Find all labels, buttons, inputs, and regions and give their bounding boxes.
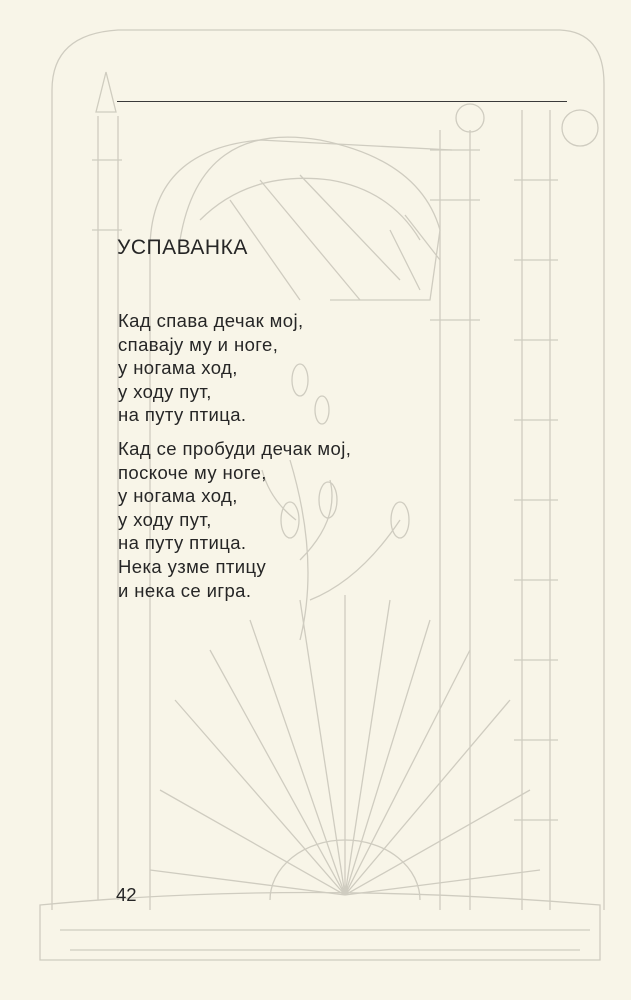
poem-line: поскоче му ноге,: [118, 461, 267, 483]
poem-line: спавају му и ноге,: [118, 333, 279, 355]
stanza-2: [118, 437, 351, 602]
poem-line: на путу птица.: [118, 404, 247, 426]
poem-line: на путу птица.: [118, 532, 247, 554]
header-rule: [117, 101, 567, 102]
poem-line: и нека се игра.: [118, 579, 252, 601]
poem-line: у ходу пут,: [118, 508, 212, 530]
poem-line: Кад спава дечак мој,: [118, 310, 304, 331]
poem-line: у ногама ход,: [118, 357, 238, 379]
page-number: 42: [116, 884, 137, 905]
poem-line: у ногама ход,: [118, 485, 238, 507]
poem-line: у ходу пут,: [118, 380, 212, 402]
poem-line: Кад се пробуди дечак мој,: [118, 438, 352, 459]
poem-line: Нека узме птицу: [118, 555, 267, 577]
stanza-1: [118, 309, 304, 427]
poem-title: УСПАВАНКА: [117, 236, 248, 259]
